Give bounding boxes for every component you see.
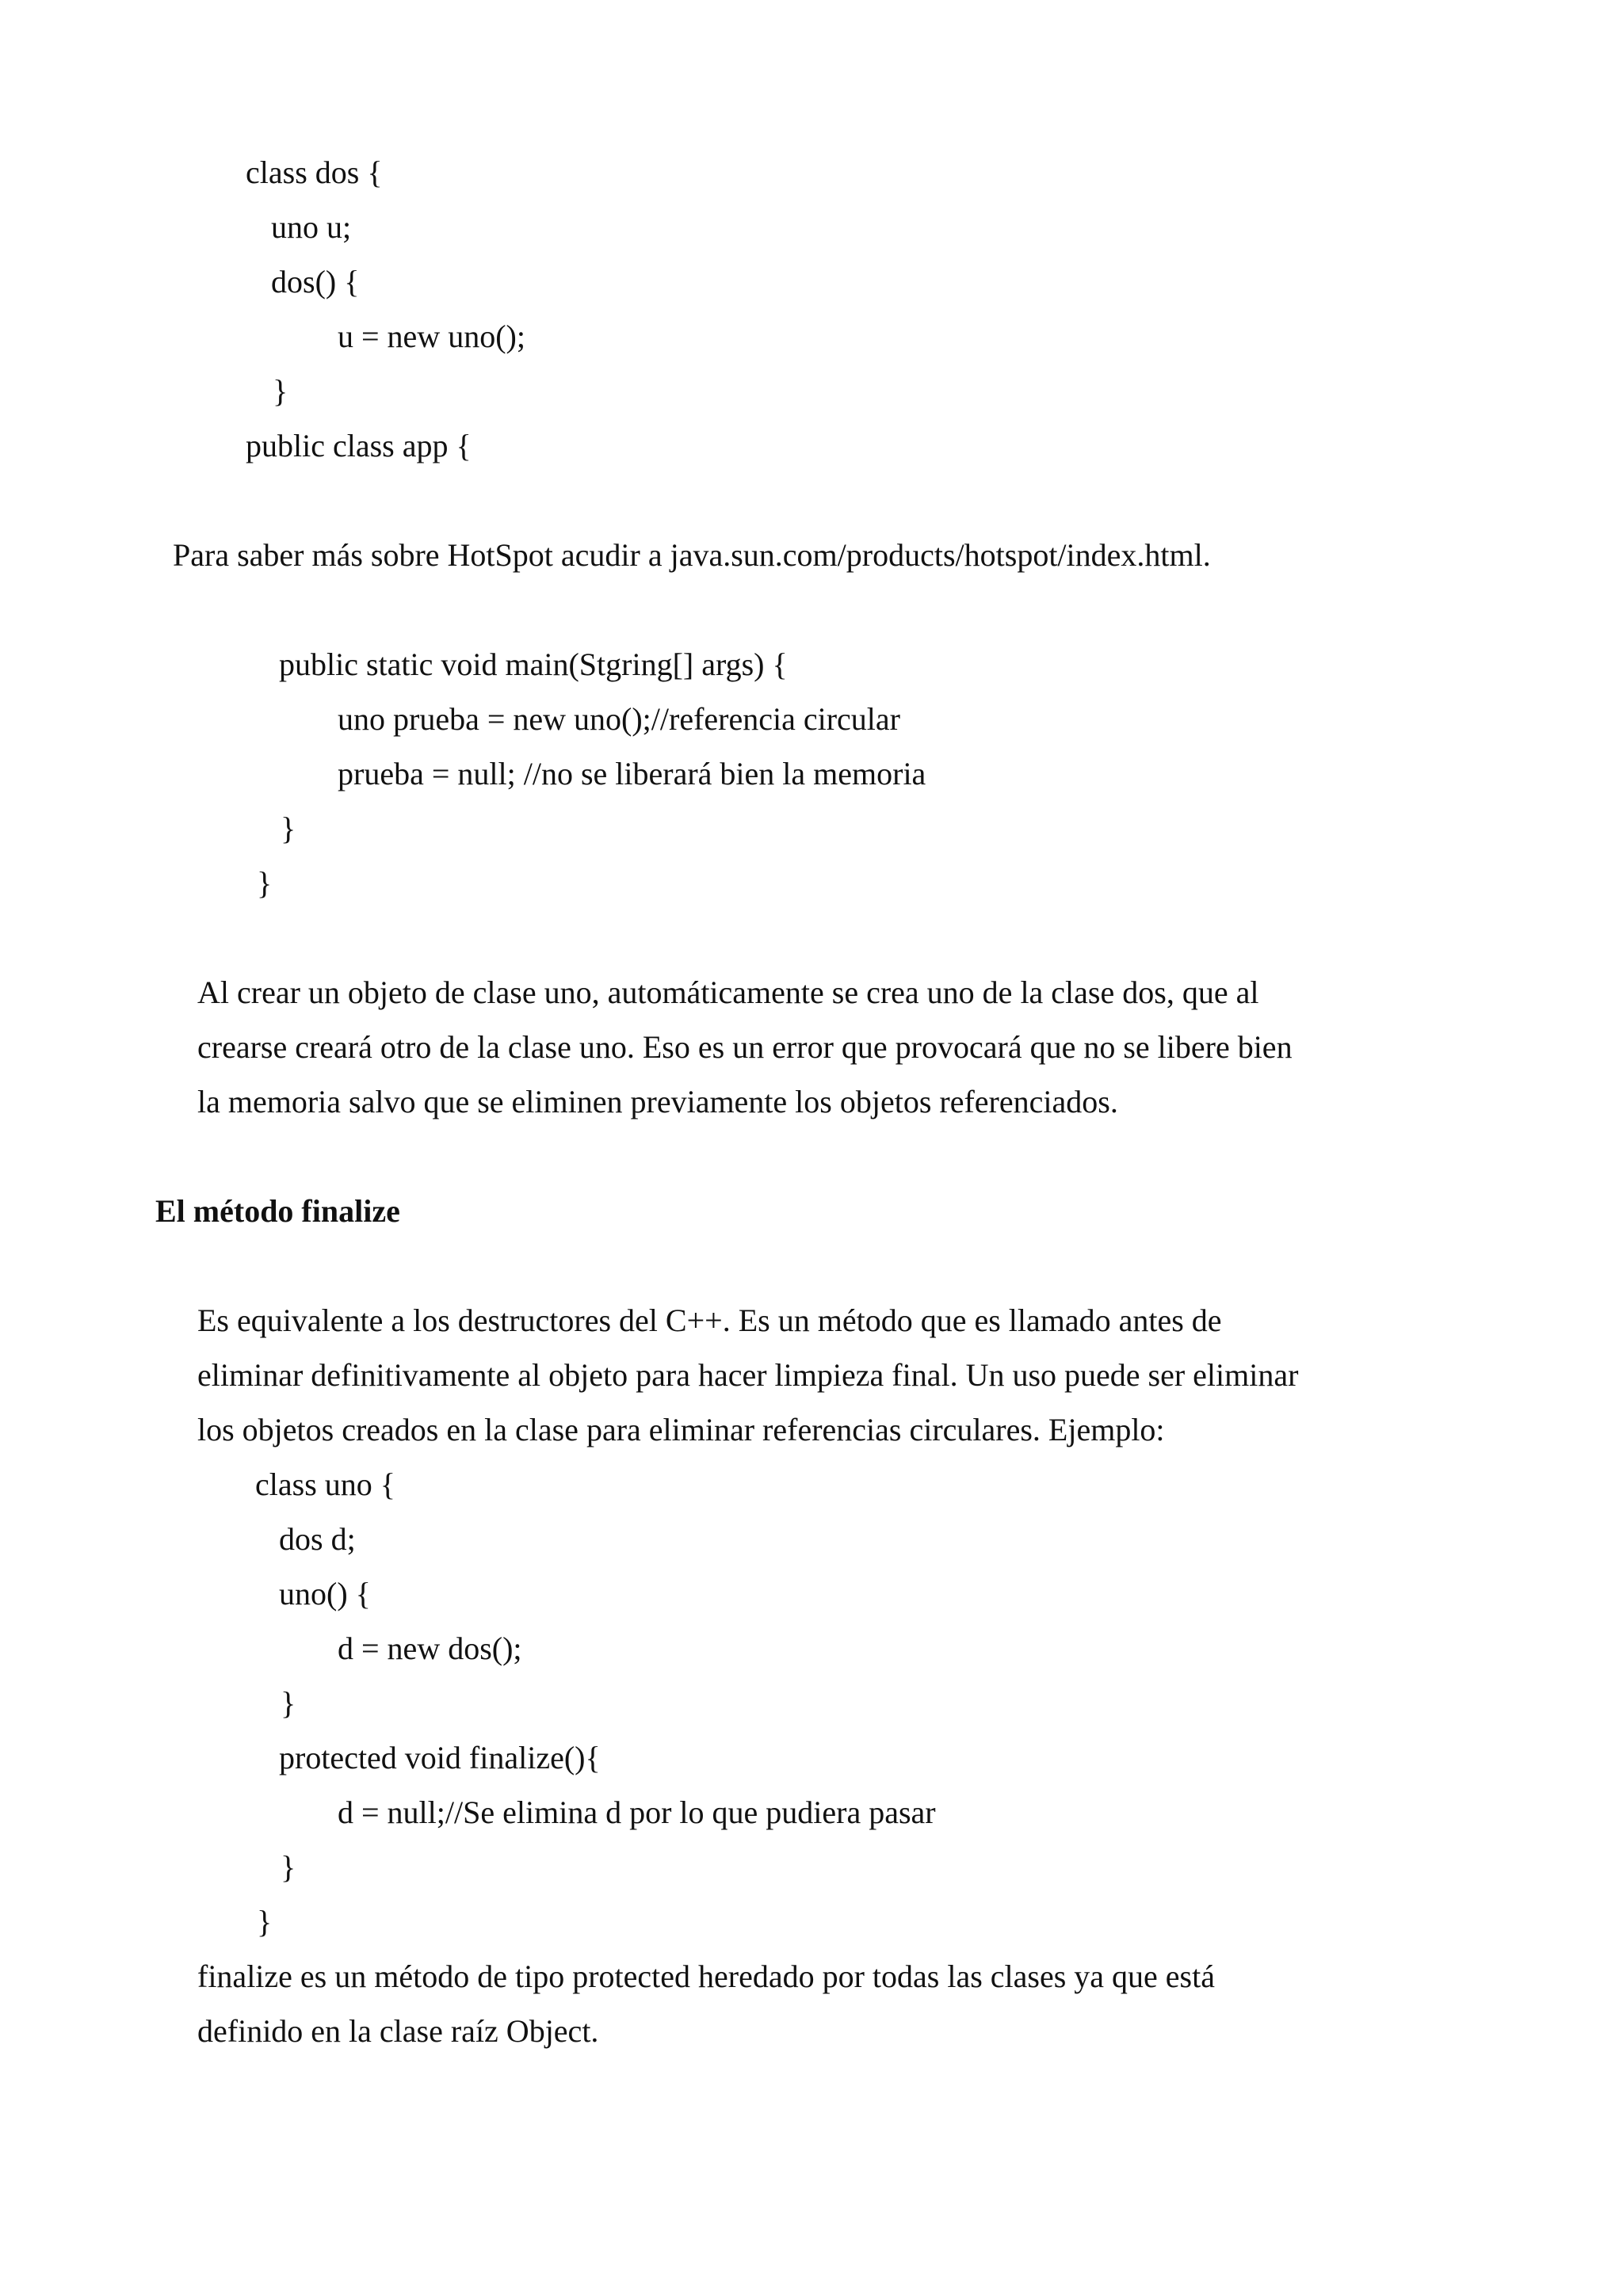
code-line: prueba = null; //no se liberará bien la memoria (338, 756, 926, 791)
code-line: public class app { (246, 428, 472, 463)
code-line: uno u; (271, 209, 352, 245)
code-line: } (281, 810, 296, 846)
code-line: d = null;//Se elimina d por lo que pudiera pasar (338, 1794, 936, 1830)
code-line: u = new uno(); (338, 318, 525, 354)
paragraph-line: definido en la clase raíz Object. (197, 2013, 599, 2049)
code-line: } (257, 865, 273, 901)
code-line: protected void finalize(){ (279, 1740, 601, 1775)
paragraph-line: la memoria salvo que se eliminen previamente los objetos referenciados. (197, 1084, 1118, 1119)
code-line: uno() { (279, 1576, 371, 1611)
code-line: class dos { (246, 154, 383, 190)
code-line: uno prueba = new uno();//referencia circular (338, 701, 900, 737)
paragraph-line: crearse creará otro de la clase uno. Eso es un error que provocará que no se libere bien (197, 1029, 1293, 1065)
code-line: d = new dos(); (338, 1630, 522, 1666)
code-line: } (257, 1904, 273, 1939)
section-heading: El método finalize (155, 1193, 400, 1229)
code-line: } (281, 1685, 296, 1721)
code-line: dos() { (271, 264, 360, 299)
hotspot-note: Para saber más sobre HotSpot acudir a java.sun.com/products/hotspot/index.html. (173, 537, 1211, 573)
paragraph-line: finalize es un método de tipo protected heredado por todas las clases ya que está (197, 1958, 1215, 1994)
code-line: } (273, 373, 288, 409)
paragraph-line: Al crear un objeto de clase uno, automáticamente se crea uno de la clase dos, que al (197, 974, 1259, 1010)
paragraph-line: los objetos creados en la clase para eliminar referencias circulares. Ejemplo: (197, 1412, 1165, 1447)
code-line: public static void main(Stgring[] args) { (279, 646, 788, 682)
code-line: class uno { (255, 1466, 395, 1502)
paragraph-line: eliminar definitivamente al objeto para hacer limpieza final. Un uso puede ser eliminar (197, 1357, 1299, 1393)
code-line: dos d; (279, 1521, 356, 1557)
paragraph-line: Es equivalente a los destructores del C++. Es un método que es llamado antes de (197, 1302, 1222, 1338)
code-line: } (281, 1849, 296, 1885)
